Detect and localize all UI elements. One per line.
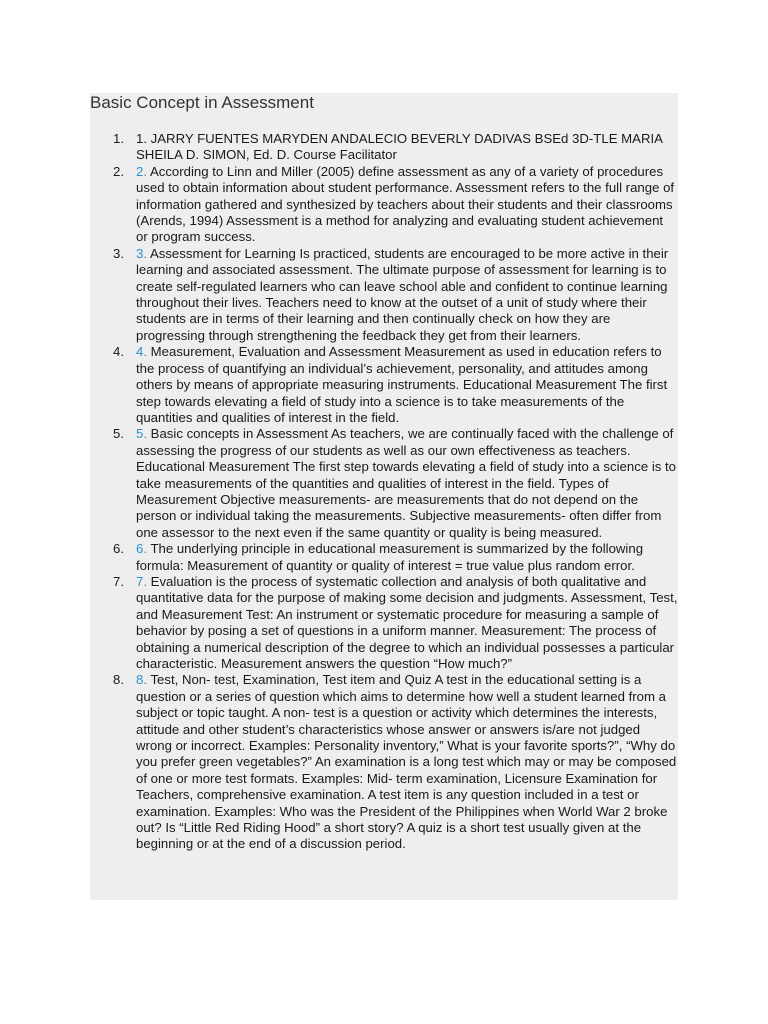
item-number: 8. — [113, 672, 124, 688]
item-number: 7. — [113, 573, 124, 589]
item-link[interactable]: 5. — [136, 426, 147, 442]
item-link[interactable]: 6. — [136, 541, 147, 557]
list-item — [113, 426, 678, 541]
item-link[interactable]: 8. — [136, 672, 147, 688]
item-number: 5. — [113, 426, 124, 442]
item-link[interactable]: 2. — [136, 163, 147, 179]
list-item — [113, 672, 678, 852]
item-text: Evaluation is the process of systematic collection and analysis of both qualitative and quantitative data for the purpose of making some decision and judgments. Assessment, Test, and Measurement Test: An instrument or systematic procedure for measuring a sample of behavior by posing a set of questions in a uniform manner. Measurement: The process of obtaining a numerical description of the degree to which an individual possesses a particular characteristic. Measurement answers the question “How much?” — [136, 573, 678, 671]
item-number: 2. — [113, 163, 124, 179]
item-number: 6. — [113, 541, 124, 557]
item-link[interactable]: 3. — [136, 245, 147, 261]
list-item — [113, 344, 678, 426]
item-number: 3. — [113, 245, 124, 261]
document-title: Basic Concept in Assessment — [90, 93, 314, 112]
list-item — [113, 246, 678, 344]
item-text: Basic concepts in Assessment As teachers, we are continually faced with the challenge of assessing the progress of our students as well as our own effectiveness as teachers. Educational Measurement The first step towards elevating a field of study into a science is to take measurements of the quantities and qualities of interest in the field. Types of Measurement Objective measurements- are measurements that do not depend on the person or individual taking the measurements. Subjective measurements- often differ from one assessor to the next even if the same quantity or quality is being measured. — [136, 426, 676, 540]
list-item — [113, 131, 678, 164]
list-item — [113, 164, 678, 246]
item-link[interactable]: 7. — [136, 573, 147, 589]
item-text: Assessment for Learning Is practiced, students are encouraged to be more active in their learning and associated assessment. The ultimate purpose of assessment for learning is to create self-regulated learners who can leave school able and confident to continue learning throughout their lives. Teachers need to know at the outset of a unit of study where their students are in terms of their learning and then continually check on how they are progressing through strengthening the feedback they get from their learners. — [136, 245, 669, 343]
item-text: 1. JARRY FUENTES MARYDEN ANDALECIO BEVERLY DADIVAS BSEd 3D-TLE MARIA SHEILA D. SIMON, Ed. D. Course Facilitator — [136, 131, 663, 163]
item-number: 4. — [113, 344, 124, 360]
item-text: According to Linn and Miller (2005) define assessment as any of a variety of procedures used to obtain information about student performance. Assessment refers to the full range of information gathered and synthesized by teachers about their students and their classrooms (Arends, 1994) Assessment is a method for analyzing and evaluating student achievement or program success. — [136, 163, 675, 245]
numbered-list — [113, 131, 678, 853]
item-text: The underlying principle in educational measurement is summarized by the following formula: Measurement of quantity or quality of interest = true value plus random error. — [136, 541, 644, 573]
list-item — [113, 574, 678, 672]
item-link[interactable]: 4. — [136, 344, 147, 360]
item-number: 1. — [113, 131, 124, 146]
item-text: Test, Non- test, Examination, Test item and Quiz A test in the educational setting is a question or a series of question which aims to determine how well a student learned from a subject or topic taught. A non- test is a question or activity which determines the interests, attitude and other student’s characteristics whose answer or answers is/are not judged wrong or incorrect. Examples: Personality inventory,” What is your favorite sports?”, “Why do you prefer green vegetables?” An examination is a long test which may or may be composed of one or more test formats. Examples: Mid- term examination, Licensure Examination for Teachers, comprehensive examination. A test item is any question included in a test or examination. Examples: Who was the President of the Philippines when World War 2 broke out? Is “Little Red Riding Hood” a short story? A quiz is a short test usually given at the beginning or at the end of a discussion period. — [136, 672, 677, 852]
list-item — [113, 541, 678, 574]
item-text: Measurement, Evaluation and Assessment Measurement as used in education refers to the process of quantifying an individual’s achievement, personality, and attitudes among others by means of appropriate measuring instruments. Educational Measurement The first step towards elevating a field of study into a science is to take measurements of the quantities and qualities of interest in the field. — [136, 344, 668, 425]
